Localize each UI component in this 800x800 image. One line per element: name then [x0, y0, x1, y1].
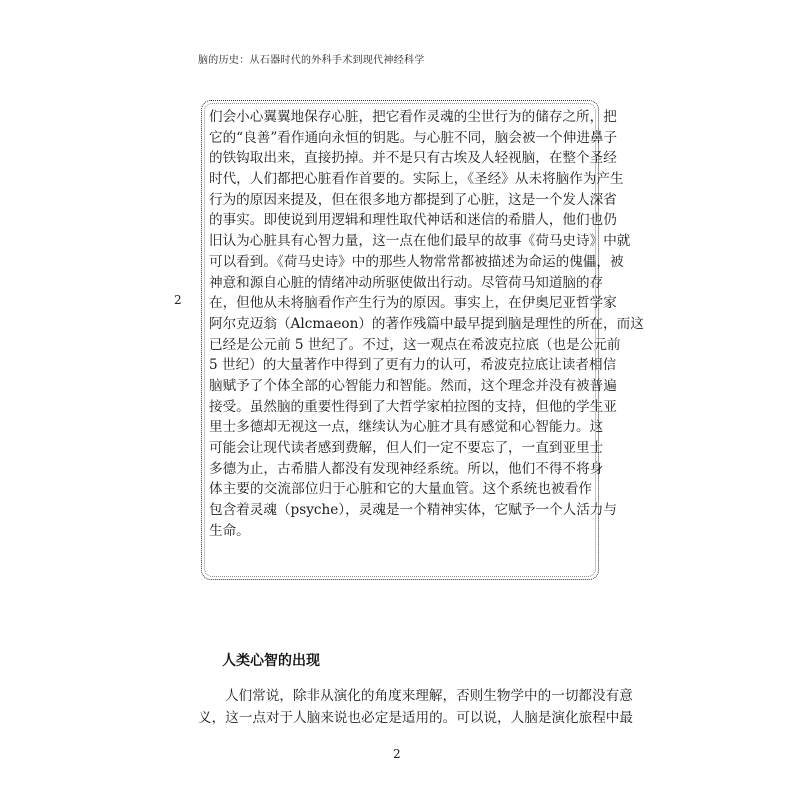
passage-line: 5 世纪）的大量著作中得到了更有力的认可，希波克拉底让读者相信 [209, 357, 617, 374]
side-page-marker: 2 [174, 293, 182, 307]
passage-line: 脑赋予了个体全部的心智能力和智能。然而，这个理念并没有被普遍 [209, 377, 617, 394]
passage-line: 里士多德却无视这一点，继续认为心脏才具有感觉和心智能力。这 [209, 419, 604, 436]
passage-line: 的事实。即使说到用逻辑和理性取代神话和迷信的希腊人，他们也仍 [209, 212, 617, 229]
passage-line: 们会小心翼翼地保存心脏，把它看作灵魂的尘世行为的储存之所，把 [209, 109, 617, 125]
body-line: 义，这一点对于人脑来说也必定是适用的。可以说，人脑是演化旅程中最 [198, 709, 633, 726]
section-heading: 人类心智的出现 [222, 653, 320, 669]
passage-line: 已经是公元前 5 世纪了。不过，这一观点在希波克拉底（也是公元前 [209, 336, 621, 353]
passage-line: 包含着灵魂（psyche），灵魂是一个精神实体，它赋予一个人活力与 [209, 502, 617, 519]
passage-line: 神意和源自心脏的情绪冲动所驱使做出行动。尽管荷马知道脑的存 [209, 274, 604, 291]
passage-line: 可以看到。《荷马史诗》中的那些人物常常都被描述为命运的傀儡，被 [209, 253, 624, 270]
passage-line: 多德为止，古希腊人都没有发现神经系统。所以，他们不得不将身 [209, 460, 604, 477]
passage-line: 接受。虽然脑的重要性得到了大哲学家柏拉图的支持，但他的学生亚 [209, 398, 617, 415]
passage-line: 旧认为心脏具有心智力量，这一点在他们最早的故事《荷马史诗》中就 [209, 233, 631, 250]
passage-line: 在，但他从未将脑看作产生行为的原因。事实上，在伊奥尼亚哲学家 [209, 295, 617, 312]
page-number: 2 [393, 747, 401, 761]
passage-line: 体主要的交流部位归于心脏和它的大量血管。这个系统也被看作 [209, 481, 592, 498]
passage-line: 阿尔克迈翁（Alcmaeon）的著作残篇中最早提到脑是理性的所在，而这 [209, 315, 644, 332]
passage-line: 时代，人们都把心脏看作首要的。实际上，《圣经》从未将脑作为产生 [209, 171, 624, 188]
passage-line: 可能会让现代读者感到费解，但人们一定不要忘了，一直到亚里士 [209, 440, 604, 456]
passage-line: 行为的原因来提及，但在很多地方都提到了心脏，这是一个发人深省 [209, 191, 617, 208]
body-line: 人们常说，除非从演化的角度来理解，否则生物学中的一切都没有意 [225, 688, 633, 704]
passage-line: 它的“良善”看作通向永恒的钥匙。与心脏不同，脑会被一个伸进鼻子 [209, 129, 618, 146]
boxed-passage [201, 100, 644, 580]
passage-line: 生命。 [209, 522, 250, 539]
passage-line: 的铁钩取出来，直接扔掉。并不是只有古埃及人轻视脑，在整个圣经 [209, 150, 617, 167]
running-header: 脑的历史：从石器时代的外科手术到现代神经科学 [198, 55, 425, 66]
body-paragraph [198, 686, 633, 729]
